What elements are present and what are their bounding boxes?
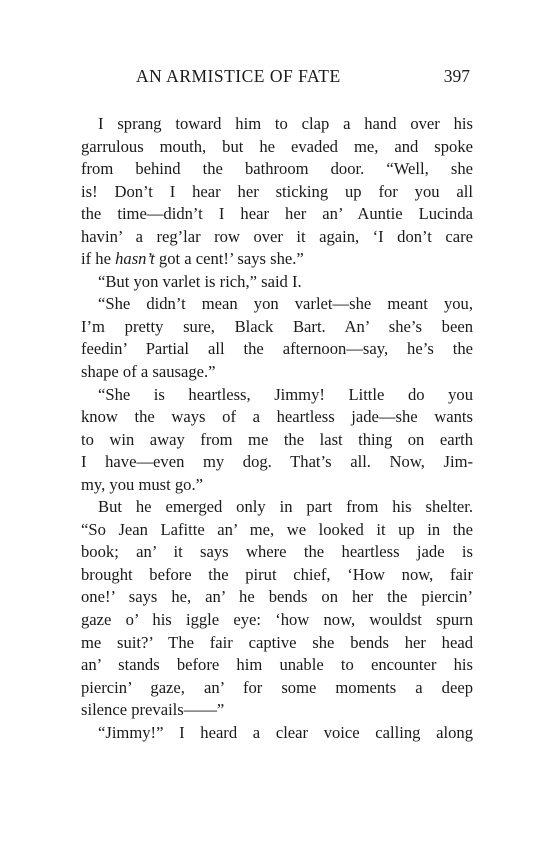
page-number: 397 xyxy=(443,66,470,86)
text-line: But he emerged only in part from his shelter. xyxy=(98,497,473,517)
text-line: my, you must go.” xyxy=(81,474,203,494)
text-line: book; an’ it says where the heartless jade is xyxy=(81,542,473,562)
text-line: me suit?’ The fair captive she bends her head xyxy=(81,632,473,652)
text-line: havin’ a reg’lar row over it again, ‘I don’t care xyxy=(81,226,473,246)
text-line: “Jimmy!” I heard a clear voice calling along xyxy=(98,722,473,742)
text-line: “She is heartless, Jimmy! Little do you xyxy=(98,384,473,404)
text-line: “But yon varlet is rich,” said I. xyxy=(98,271,302,291)
text-line: the time—didn’t I hear her an’ Auntie Lucinda xyxy=(81,204,473,224)
text-line: brought before the pirut chief, ‘How now, fair xyxy=(81,564,473,584)
body-text xyxy=(81,113,473,744)
running-head xyxy=(83,66,470,90)
text-line: feedin’ Partial all the afternoon—say, he’s the xyxy=(81,339,473,359)
text-line: to win away from me the last thing on earth xyxy=(81,429,473,449)
text-line: gaze o’ his iggle eye: ‘how now, wouldst spurn xyxy=(81,610,473,630)
text-line: an’ stands before him unable to encounter his xyxy=(81,655,473,675)
text-line: “She didn’t mean yon varlet—she meant you, xyxy=(98,294,473,314)
text-line: “So Jean Lafitte an’ me, we looked it up in the xyxy=(81,519,473,539)
text-line: piercin’ gaze, an’ for some moments a deep xyxy=(81,677,473,697)
text-line: I have—even my dog. That’s all. Now, Jim- xyxy=(81,452,473,472)
text-line: know the ways of a heartless jade—she wants xyxy=(81,407,473,427)
text-line: from behind the bathroom door. “Well, she xyxy=(81,159,473,179)
text-line: one!’ says he, an’ he bends on her the piercin’ xyxy=(81,587,473,607)
text-line: is! Don’t I hear her sticking up for you all xyxy=(81,181,473,201)
running-title: AN ARMISTICE OF FATE xyxy=(136,66,341,86)
text-line: shape of a sausage.” xyxy=(81,362,216,382)
text-line: garrulous mouth, but he evaded me, and spoke xyxy=(81,136,473,156)
text-line: I sprang toward him to clap a hand over his xyxy=(98,114,473,133)
text-line: if he hasn’t got a cent!’ says she.” xyxy=(81,249,304,269)
text-line: I’m pretty sure, Black Bart. An’ she’s been xyxy=(81,316,473,336)
text-line: silence prevails——” xyxy=(81,700,225,720)
